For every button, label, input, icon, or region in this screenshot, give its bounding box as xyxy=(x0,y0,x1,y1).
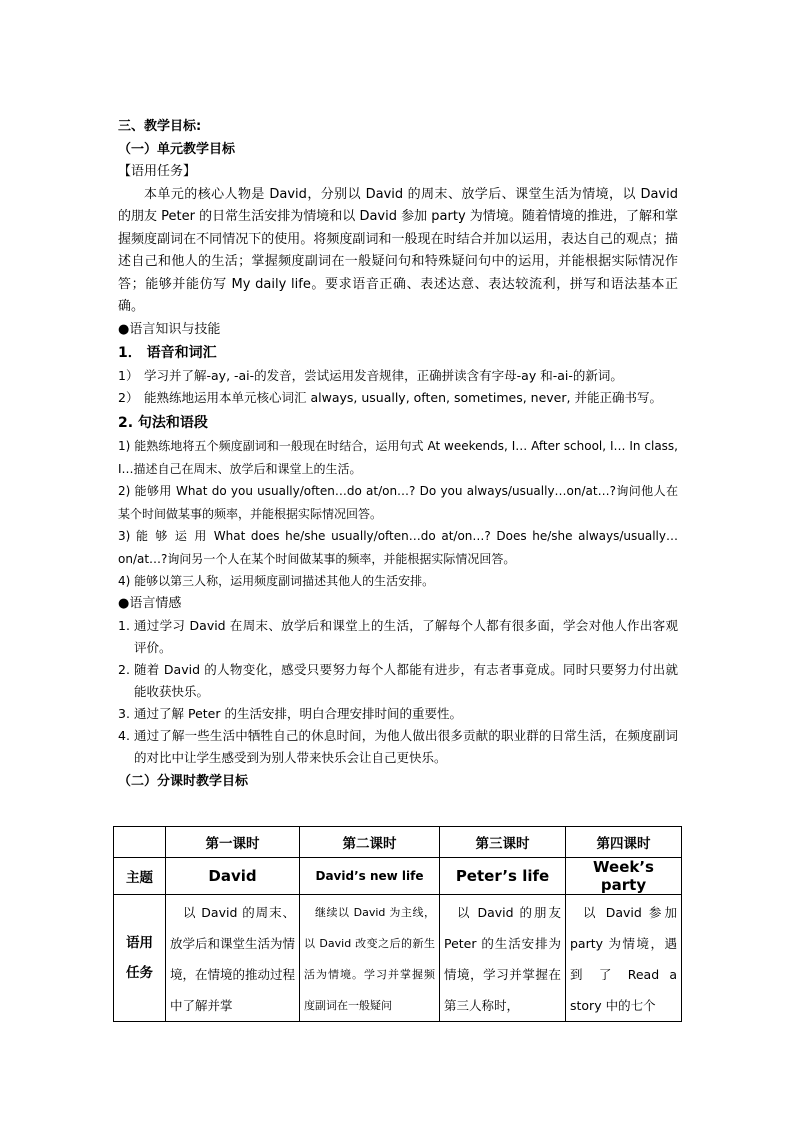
grammar-item-3: 3) 能 够 运 用 What does he/she usually/often…do at/on…? Does he/she always/usually…on/at…?询问另一个人在某个时间做某事的频率，并能根据实际情况回答。 xyxy=(118,529,678,566)
phonics-heading: 1． 语音和词汇 xyxy=(118,345,217,361)
phonics-item-2: 2） 能熟练地运用本单元核心词汇 always, usually, often, sometimes, never, 并能正确书写。 xyxy=(118,390,662,405)
emotion-item-3: 3. 通过了解 Peter 的生活安排，明白合理安排时间的重要性。 xyxy=(118,706,462,721)
table-header-lesson-2: 第二课时 xyxy=(300,827,440,858)
task-lesson-4: 以 David 参加 party 为情境，遇到 了 Read a story 中的七个 xyxy=(566,895,682,1022)
task-lesson-3: 以 David 的朋友 Peter 的生活安排为情境，学习并掌握在第三人称时， xyxy=(440,895,566,1022)
task-lesson-1: 以 David 的周末、放学后和课堂生活为情境，在情境的推动过程中了解并掌 xyxy=(166,895,300,1022)
table-header-lesson-4: 第四课时 xyxy=(566,827,682,858)
topic-label: 主题 xyxy=(114,858,166,895)
grammar-heading: 2. 句法和语段 xyxy=(118,415,208,431)
table-header-empty xyxy=(114,827,166,858)
topic-lesson-2: David’s new life xyxy=(300,858,440,895)
phonics-item-1: 1） 学习并了解-ay, -ai-的发音，尝试运用发音规律，正确拼读含有字母-ay 和-ai-的新词。 xyxy=(118,368,623,383)
lesson-goals-table xyxy=(113,826,682,1022)
topic-lesson-3: Peter’s life xyxy=(440,858,566,895)
task-paragraph: 本单元的核心人物是 David，分别以 David 的周末、放学后、课堂生活为情境，以 David 的朋友 Peter 的日常生活安排为情境和以 David 参加 party 为情境。随着情境的推进，了解和掌握频度副词在不同情况下的使用。将频度副词和一般现在时结合并加以运用，表达自己的观点；描述自己和他人的生活；掌握频度副词在一般疑问句和特殊疑问句中的运用，并能根据实际情况作答；能够并能仿写 My daily life。要求语音正确、表述达意、表达较流利，拼写和语法基本正确。 xyxy=(118,186,678,314)
knowledge-title: ●语言知识与技能 xyxy=(118,321,221,337)
topic-lesson-1: David xyxy=(166,858,300,895)
grammar-item-2: 2) 能够用 What do you usually/often…do at/on…? Do you always/usually…on/at…?询问他人在某个时间做某事的频率，并能根据实际情况回答。 xyxy=(118,484,678,521)
grammar-item-4: 4) 能够以第三人称，运用频度副词描述其他人的生活安排。 xyxy=(118,574,435,588)
emotion-title: ●语言情感 xyxy=(118,595,182,611)
table-header-lesson-3: 第三课时 xyxy=(440,827,566,858)
section-title: 三、教学目标: xyxy=(118,119,202,134)
task-title: 【语用任务】 xyxy=(118,164,197,179)
grammar-item-1: 1) 能熟练地将五个频度副词和一般现在时结合，运用句式 At weekends, I… After school, I… In class, I…描述自己在周末、放学后和课堂上的生活。 xyxy=(118,439,678,476)
task-lesson-2: 继续以 David 为主线，以 David 改变之后的新生活为情境。学习并掌握频度副词在一般疑问 xyxy=(300,895,440,1022)
table-row-task xyxy=(114,895,682,1022)
table-header-lesson-1: 第一课时 xyxy=(166,827,300,858)
document-body xyxy=(118,116,678,794)
table-header-row xyxy=(114,827,682,858)
task-label: 语用任务 xyxy=(114,895,166,1022)
emotion-item-1: 1. 通过学习 David 在周末、放学后和课堂上的生活，了解每个人都有很多面，学会对他人作出客观评价。 xyxy=(118,618,678,655)
topic-lesson-4: Week’s party xyxy=(566,858,682,895)
emotion-item-2: 2. 随着 David 的人物变化，感受只要努力每个人都能有进步，有志者事竟成。同时只要努力付出就能收获快乐。 xyxy=(118,662,678,699)
unit-title: （一）单元教学目标 xyxy=(118,141,236,157)
lesson-title: （二）分课时教学目标 xyxy=(118,774,249,789)
emotion-item-4: 4. 通过了解一些生活中牺牲自己的休息时间，为他人做出很多贡献的职业群的日常生活，在频度副词的对比中让学生感受到为别人带来快乐会让自己更快乐。 xyxy=(118,728,678,765)
table-row-topic xyxy=(114,858,682,895)
